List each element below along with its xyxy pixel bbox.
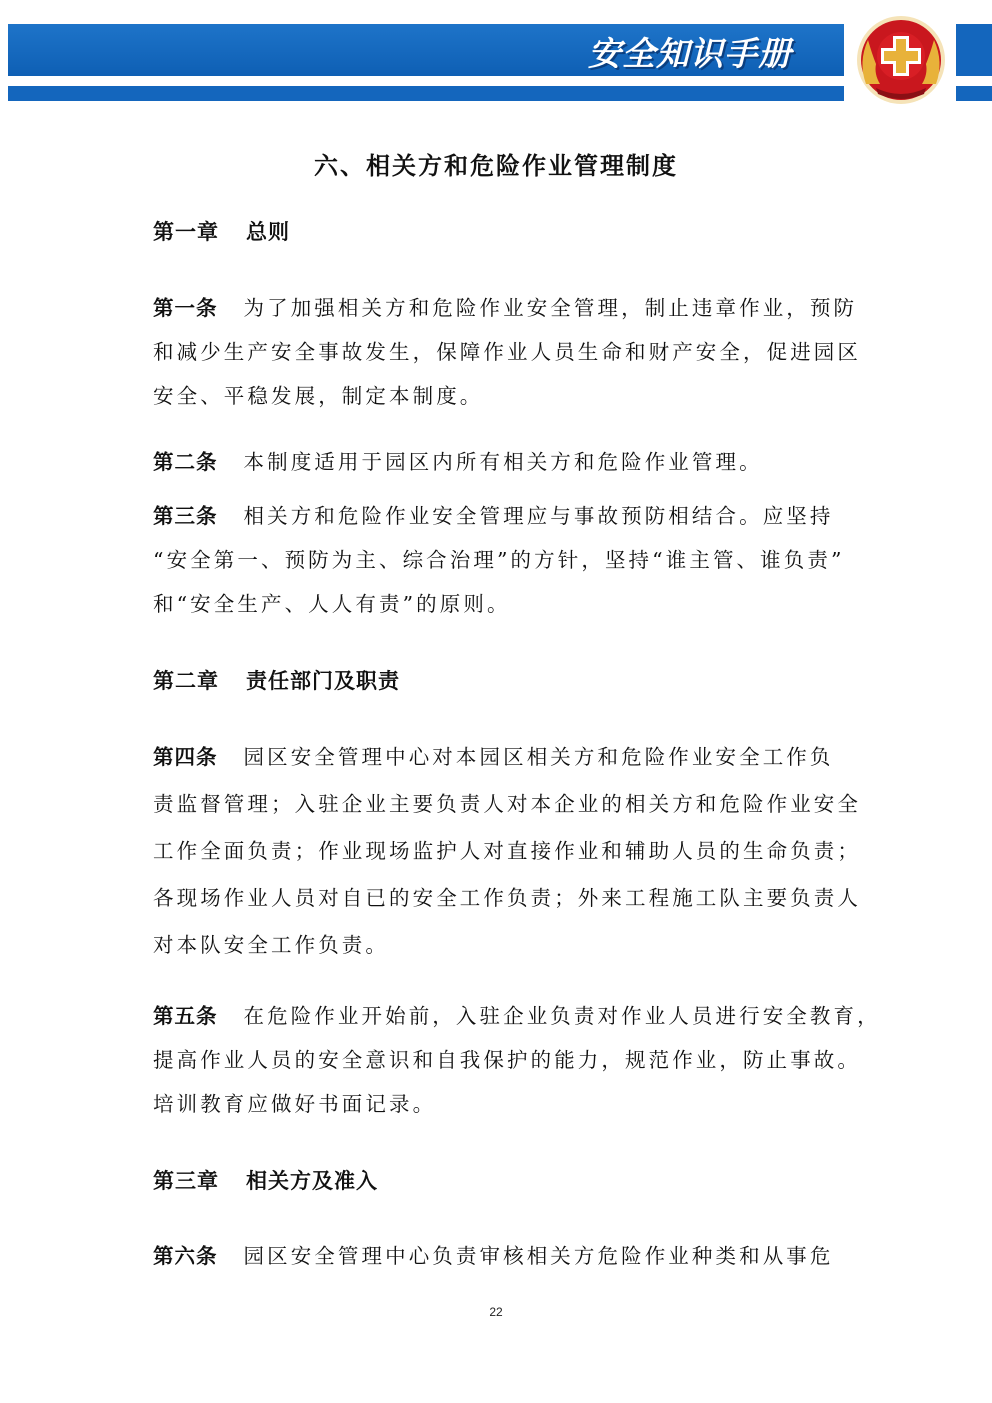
header-stripe [8,86,844,101]
article-text: 在危险作业开始前，入驻企业负责对作业人员进行安全教育， [243,1004,881,1028]
article-text: 园区安全管理中心负责审核相关方危险作业种类和从事危 [243,1244,834,1268]
chapter-number: 第二章 [153,668,219,693]
article-text: 工作全面负责；作业现场监护人对直接作业和辅助人员的生命负责； [153,839,861,863]
article-paragraph [153,734,861,969]
header-banner [8,24,844,76]
header-stripe-right [956,86,992,101]
page-number: 22 [489,1305,503,1319]
header-banner-right [956,24,992,76]
article-text: 园区安全管理中心对本园区相关方和危险作业安全工作负 [243,745,834,769]
article-paragraph [153,494,853,626]
chapter-heading [153,665,400,695]
article-label: 第五条 [153,1004,218,1028]
article-label: 第六条 [153,1244,218,1268]
chapter-heading [153,1165,378,1195]
safety-cross-emblem-icon [852,14,950,106]
article-label: 第二条 [153,450,218,474]
article-paragraph [153,994,881,1126]
article-paragraph [153,286,861,418]
article-text: 和“安全生产、人人有责”的原则。 [153,592,511,616]
chapter-number: 第一章 [153,219,219,244]
article-label: 第四条 [153,745,218,769]
chapter-title: 相关方及准入 [246,1168,378,1193]
article-text: “安全第一、预防为主、综合治理”的方针，坚持“谁主管、谁负责” [153,548,845,572]
article-text: 责监督管理；入驻企业主要负责人对本企业的相关方和危险作业安全 [153,792,861,816]
chapter-title: 责任部门及职责 [246,668,400,693]
chapter-heading [153,216,290,246]
article-label: 第三条 [153,504,218,528]
article-text: 本制度适用于园区内所有相关方和危险作业管理。 [243,450,763,474]
handbook-title: 安全知识手册 [588,34,792,73]
article-text: 提高作业人员的安全意识和自我保护的能力，规范作业，防止事故。 [153,1048,861,1072]
article-text: 相关方和危险作业安全管理应与事故预防相结合。应坚持 [243,504,834,528]
article-text: 各现场作业人员对自已的安全工作负责；外来工程施工队主要负责人 [153,886,861,910]
article-text: 和减少生产安全事故发生，保障作业人员生命和财产安全，促进园区 [153,340,861,364]
article-label: 第一条 [153,296,218,320]
article-paragraph [153,1234,853,1278]
chapter-number: 第三章 [153,1168,219,1193]
chapter-title: 总则 [246,219,290,244]
article-text: 安全、平稳发展，制定本制度。 [153,384,484,408]
section-title: 六、相关方和危险作业管理制度 [314,151,678,180]
article-text: 培训教育应做好书面记录。 [153,1092,437,1116]
article-text: 对本队安全工作负责。 [153,933,389,957]
article-text: 为了加强相关方和危险作业安全管理，制止违章作业，预防 [243,296,858,320]
article-paragraph [153,440,853,484]
